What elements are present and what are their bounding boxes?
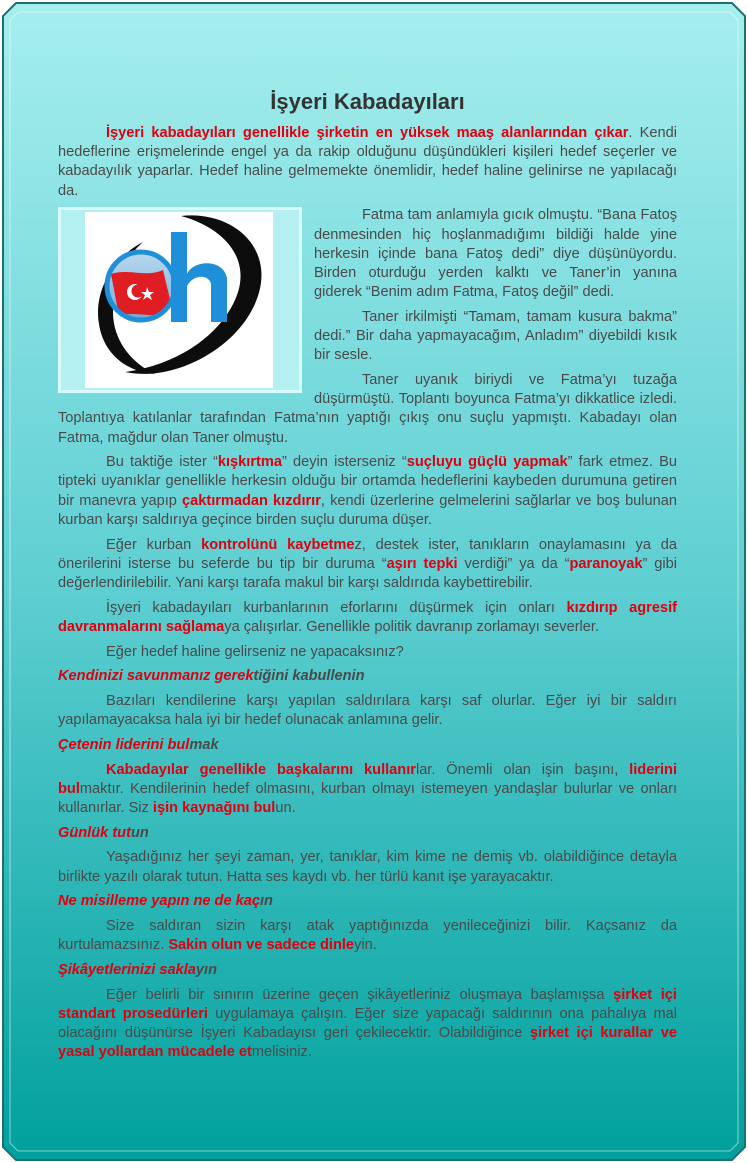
heading-highlight: Kendinizi savunmanız gerek bbox=[58, 668, 254, 685]
highlight-span: şirket içi standart prosedürleri bbox=[58, 986, 677, 1022]
intro-rest: . Kendi hedeflerine erişmelerinde engel ya da rakip olduğunu düşündükleri kişileri hedef seçerler ve kabadayılık yaparlar. Hedef haline gelmemekte önemlidir, hedef haline gelinirse ne yapılacağı da. bbox=[58, 125, 677, 199]
paragraph-savunma: Bazıları kendilerine karşı yapılan saldırılara karşı saf olurlar. Eğer iyi bir saldırı yapılamayacaksa hala iyi bir hedef olunacak anlamına gelir. bbox=[58, 692, 677, 729]
heading-highlight: Günlük tut bbox=[58, 824, 131, 841]
highlight-span: aşırı tepki bbox=[386, 555, 458, 572]
text-span: melisiniz. bbox=[251, 1044, 312, 1061]
article bbox=[58, 88, 677, 1068]
section-heading-sikayet bbox=[58, 961, 677, 980]
heading-text: tiğini kabullenin bbox=[253, 668, 365, 685]
highlight-span: liderini bul bbox=[58, 761, 678, 797]
paragraph-lider bbox=[58, 761, 677, 819]
heading-text: ın bbox=[259, 893, 273, 910]
highlight-span: kızdırıp agresif davranmalarını sağlama bbox=[58, 599, 677, 635]
paragraph-taner: Taner irkilmişti “Tamam, tamam kusura bakma” dedi.” Bir daha yapmayacağım, Anladım” diyebildi kısık bir sesle. bbox=[314, 308, 677, 364]
text-span: Eğer belirli bir sınırın üzerine geçen şikâyetleriniz oluşmaya başlamışsa bbox=[106, 986, 614, 1003]
section-heading-lider bbox=[58, 736, 677, 755]
section-heading-savunma bbox=[58, 667, 677, 686]
highlight-span: şirket içi kurallar ve yasal yollardan mücadele et bbox=[58, 1025, 677, 1061]
text-span: yin. bbox=[354, 937, 377, 954]
section-heading-gunluk bbox=[58, 824, 677, 843]
paragraph-efor bbox=[58, 599, 677, 637]
heading-highlight: Ne misilleme yapın ne de kaç bbox=[58, 893, 260, 910]
text-span: z, destek ister, tanıkların onaylamasını ya da önerilerini isterse bu seferde bu tip bir duruma “ bbox=[58, 536, 677, 572]
intro-paragraph bbox=[58, 124, 677, 201]
text-span: uygulamaya çalışın. Eğer size yapacağı saldırının ona pahalıya mal olacağını düşünürse İşyeri Kabadayısı geri çekilecektir. Olabildiğince bbox=[58, 1005, 677, 1042]
highlight-span: Sakin olun ve sadece dinle bbox=[168, 937, 355, 954]
logo-image bbox=[85, 212, 273, 388]
paragraph-kontrol bbox=[58, 536, 677, 594]
paragraph-sikayet bbox=[58, 986, 677, 1063]
text-span: ” fark etmez. Bu tipteki uyanıklar genellikle herkesin olduğu bir ortamda hedeflerini kaybeden durumuna getiren bir manevra yapıp bbox=[58, 454, 678, 509]
text-span: maktır. Kendilerinin hedef olmasını, kurban olmayı istemeyen yandaşlar bulurlar ve onları kullanırlar. Siz bbox=[58, 780, 677, 816]
text-span: verdiği” ya da “ bbox=[457, 555, 570, 572]
heading-text: yın bbox=[195, 961, 218, 978]
logo-frame bbox=[58, 207, 302, 393]
highlight-span: paranoyak bbox=[569, 555, 643, 572]
text-span: Eğer kurban bbox=[106, 536, 202, 553]
highlight-span: Kabadayılar genellikle başkalarını kullanır bbox=[106, 761, 416, 778]
text-span: ya çalışırlar. Genellikle politik davranıp zorlamayı severler. bbox=[224, 618, 600, 635]
page-title: İşyeri Kabadayıları bbox=[270, 89, 465, 114]
paragraph-misilleme bbox=[58, 917, 677, 955]
highlight-span: kışkırtma bbox=[217, 454, 282, 471]
text-span: un. bbox=[275, 800, 296, 816]
section-heading-misilleme bbox=[58, 892, 677, 911]
highlight-span: işin kaynağını bul bbox=[152, 800, 276, 816]
text-span: , kendi üzerlerine gelmelerini sağlarlar ve boş bulunan kurban karşı saldırıya geçince birden suçlu duruma düşer. bbox=[58, 492, 678, 528]
paragraph-hedef: Eğer hedef haline gelirseniz ne yapacaksınız? bbox=[106, 643, 404, 660]
paragraph-fatma: Fatma tam anlamıyla gıcık olmuştu. “Bana Fatoş denmesinden hiç hoşlanmadığımı bildiği halde yine herkesin içinde bana Fatoş dedi” diye düşünüyordu. Birden oturduğu yerden kalktı ve Taner’in yanına giderek “Benim adım Fatma, Fatoş değil” dedi. bbox=[314, 207, 677, 301]
highlight-span: kontrolünü kaybetme bbox=[201, 536, 355, 553]
text-span: ” gibi değerlendirilebilir. Yani karşı tarafa makul bir karşı saldırıda kaybettirebilir. bbox=[58, 555, 677, 591]
text-span: Bu taktiğe ister “ bbox=[106, 454, 218, 471]
text-span: İşyeri kabadayıları kurbanlarının eforlarını düşürmek için onları bbox=[106, 599, 567, 616]
dh-logo-icon bbox=[85, 212, 273, 388]
text-span: Size saldıran sizin karşı atak yaptığınızda yenileceğinizi bilir. Kaçsanız da kurtulamazsınız. bbox=[58, 918, 677, 954]
heading-text: un bbox=[130, 824, 149, 841]
heading-highlight: Çetenin liderini bul bbox=[58, 736, 190, 753]
heading-highlight: Şikâyetlerinizi sakla bbox=[58, 961, 196, 978]
heading-text: mak bbox=[189, 736, 219, 753]
text-span: lar. Önemli olan işin başını, bbox=[415, 761, 630, 778]
highlight-span: çaktırmadan kızdırır bbox=[181, 492, 321, 509]
intro-lead: İşyeri kabadayıları genellikle şirketin en yüksek maaş alanlarından çıkar bbox=[106, 125, 629, 141]
paragraph-uyanik: Taner uyanık biriydi ve Fatma’yı tuzağa düşürmüştü. Toplantı boyunca Fatma’yı dikkatlice izledi. Toplantıya katılanlar tarafından Fatma’nın yaptığı çıkış onu suçlu yapmıştı. Kabadayı olan Fatma, mağdur olan Taner olmuştu. bbox=[58, 371, 677, 446]
text-span: ” deyin isterseniz “ bbox=[281, 454, 407, 471]
paragraph-taktik bbox=[58, 453, 677, 530]
highlight-span: suçluyu güçlü yapmak bbox=[406, 454, 568, 471]
paragraph-gunluk: Yaşadığınız her şeyi zaman, yer, tanıklar, kim kime ne demiş vb. olabildiğince detayla birlikte yazılı olarak tutun. Hatta ses kaydı vb. her türlü kanıt işe yarayacaktır. bbox=[58, 849, 677, 885]
